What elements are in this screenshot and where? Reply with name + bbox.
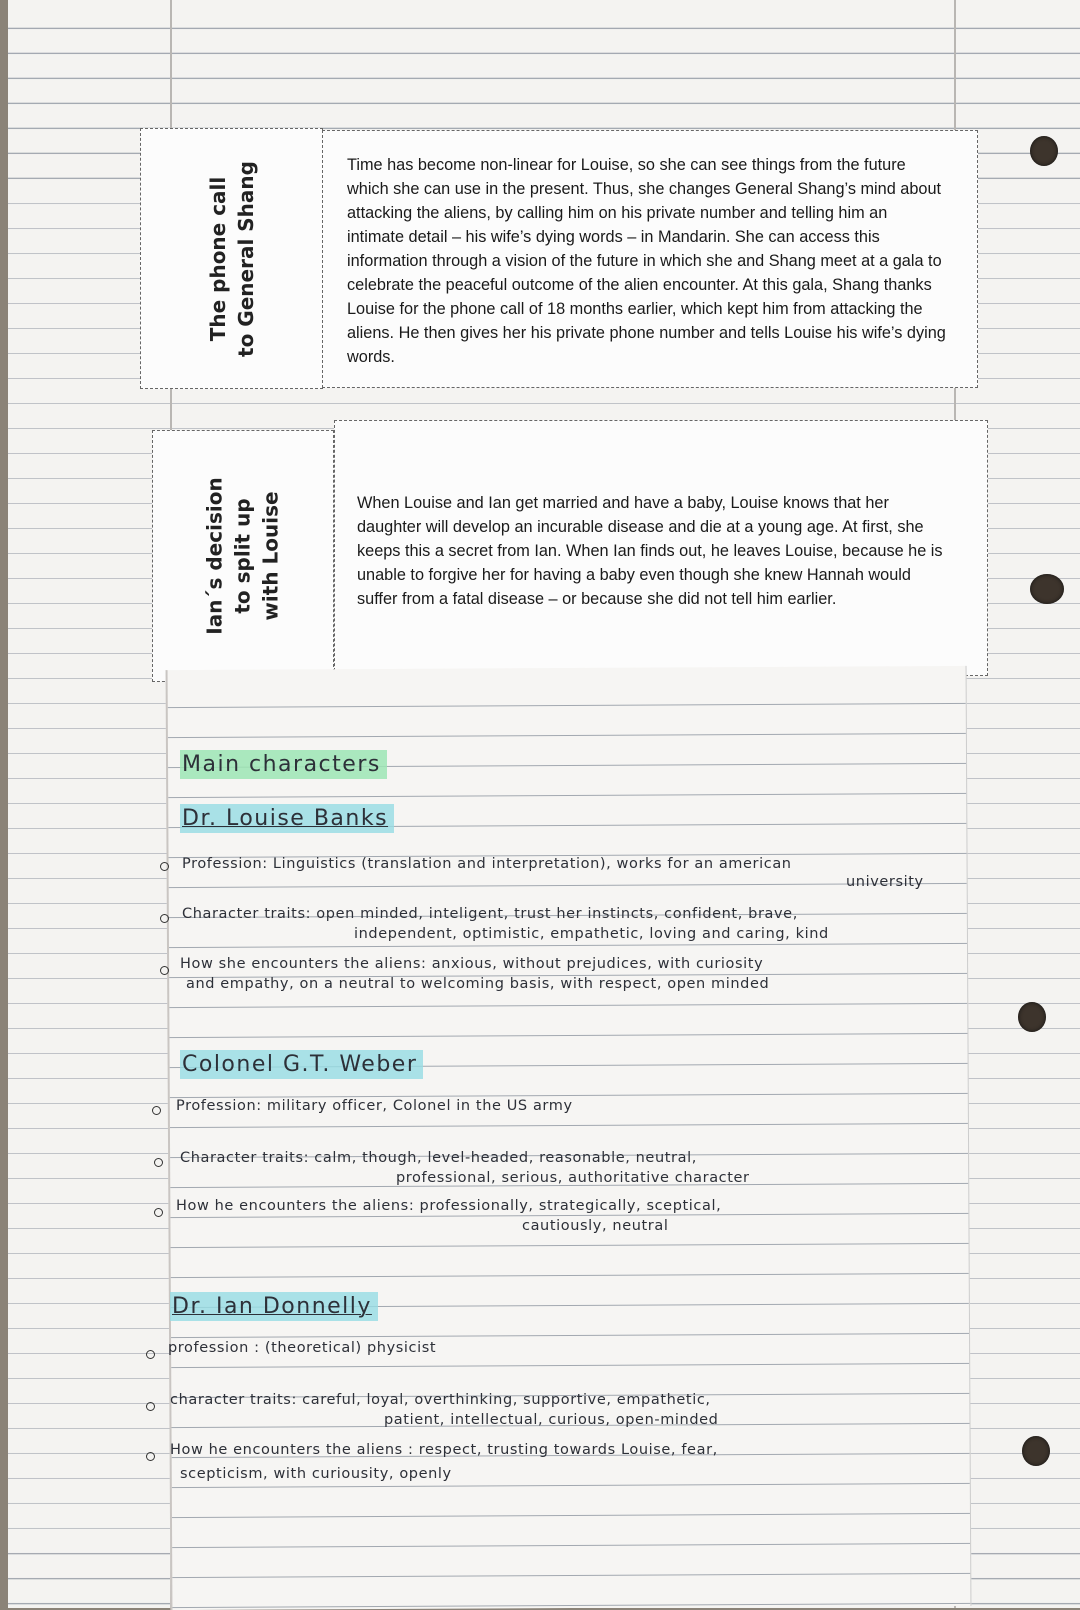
card-title-phone-call	[140, 128, 323, 389]
bullet	[146, 1402, 155, 1411]
louise-traits-cont: independent, optimistic, empathetic, loving and caring, kind	[354, 926, 829, 942]
louise-encounter: How she encounters the aliens: anxious, without prejudices, with curiosity	[180, 956, 764, 972]
weber-traits: Character traits: calm, though, level-headed, reasonable, neutral,	[180, 1150, 697, 1166]
card-title-line: with Louise	[259, 491, 283, 621]
punch-hole	[1018, 1002, 1046, 1032]
card-description: When Louise and Ian get married and have a baby, Louise knows that her daughter will develop an incurable disease and die at a young age. At first, she keeps this a secret from Ian. When Ian finds out, he leaves Louise, because he is unable to forgive her for having a baby even though she knew Hannah would suffer from a fatal disease – or because she did not tell him earlier.	[357, 494, 943, 608]
ian-encounter: How he encounters the aliens : respect, trusting towards Louise, fear,	[170, 1442, 718, 1458]
card-title-text	[204, 161, 260, 357]
punch-hole	[1022, 1436, 1050, 1466]
bullet	[146, 1350, 155, 1359]
card-title-ian-decision	[152, 430, 334, 682]
louise-encounter-cont: and empathy, on a neutral to welcoming basis, with respect, open minded	[186, 976, 770, 992]
bullet	[154, 1208, 163, 1217]
weber-traits-cont: professional, serious, authoritative character	[396, 1170, 750, 1186]
ian-profession: profession : (theoretical) physicist	[168, 1340, 437, 1356]
weber-encounter-cont: cautiously, neutral	[522, 1218, 669, 1234]
card-body-phone-call	[322, 130, 978, 388]
ian-encounter-cont: scepticism, with curiousity, openly	[180, 1466, 452, 1482]
bullet	[160, 966, 169, 975]
card-title-text	[201, 477, 285, 634]
bullet	[154, 1158, 163, 1167]
bullet	[152, 1106, 161, 1115]
louise-profession-cont: university	[846, 874, 924, 890]
bullet	[146, 1452, 155, 1461]
character-name-weber: Colonel G.T. Weber	[180, 1052, 423, 1077]
louise-traits: Character traits: open minded, inteligent, trust her instincts, confident, brave,	[182, 906, 798, 922]
character-name-louise: Dr. Louise Banks	[180, 806, 394, 831]
bullet	[160, 862, 169, 871]
ian-traits-cont: patient, intellectual, curious, open-minded	[384, 1412, 719, 1428]
character-name-ian: Dr. Ian Donnelly	[170, 1294, 378, 1319]
card-title-line: to General Shang	[233, 160, 258, 357]
weber-profession: Profession: military officer, Colonel in the US army	[176, 1098, 573, 1114]
ian-traits: character traits: careful, loyal, overthinking, supportive, empathetic,	[170, 1392, 711, 1408]
card-body-ian-decision	[334, 420, 988, 676]
bullet	[160, 914, 169, 923]
card-title-line: The phone call	[205, 176, 230, 341]
notes-heading: Main characters	[180, 752, 387, 777]
card-title-line: Ian´s decision	[203, 477, 227, 635]
punch-hole	[1030, 574, 1064, 604]
louise-profession: Profession: Linguistics (translation and interpretation), works for an american	[182, 856, 792, 872]
card-description: Time has become non-linear for Louise, so she can see things from the future which she can use in the present. Thus, she changes General Shang’s mind about attacking the aliens, by calling him on his private number and telling him an intimate detail – his wife’s dying words – in Mandarin. She can access this information through a vision of the future in which she and Shang meet at a gala to celebrate the peaceful outcome of the alien encounter. At this gala, Shang thanks Louise for the phone call of 18 months earlier, which kept him from attacking the aliens. He then gives her his private phone number and tells Louise his wife’s dying words.	[347, 156, 946, 366]
weber-encounter: How he encounters the aliens: professionally, strategically, sceptical,	[176, 1198, 722, 1214]
card-title-line: to split up	[231, 498, 255, 614]
punch-hole	[1030, 136, 1058, 166]
